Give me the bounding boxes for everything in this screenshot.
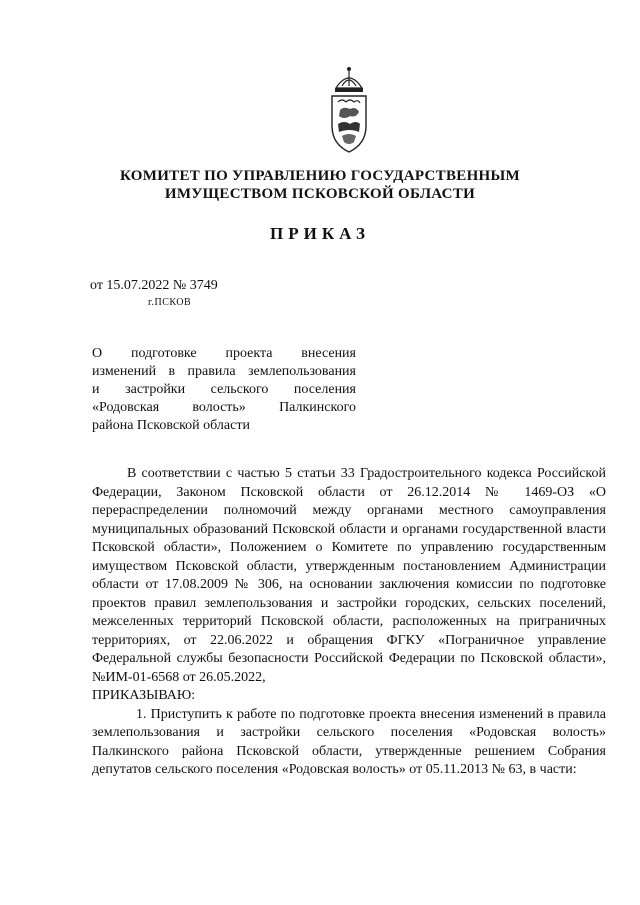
subject-line: О подготовке проекта внесения <box>92 346 356 361</box>
order-word: ПРИКАЗЫВАЮ: <box>92 688 196 703</box>
document-type-title: ПРИКАЗ <box>270 224 370 243</box>
subject-line: и застройки сельского поселения <box>92 382 356 397</box>
subject-line: района Псковской области <box>92 418 250 433</box>
subject-line: «Родовская волость» Палкинского <box>92 400 356 415</box>
subject-line: изменений в правила землепользования <box>92 364 356 379</box>
committee-name-line1: КОМИТЕТ ПО УПРАВЛЕНИЮ ГОСУДАРСТВЕННЫМ <box>119 168 520 184</box>
issue-city: г.ПСКОВ <box>148 297 192 308</box>
order-subject <box>92 345 356 435</box>
committee-name-line2: ИМУЩЕСТВОМ ПСКОВСКОЙ ОБЛАСТИ <box>164 186 476 202</box>
order-body <box>92 465 606 780</box>
pskov-coat-of-arms-icon <box>326 66 372 154</box>
order-date-number: от 15.07.2022 № 3749 <box>90 278 218 293</box>
preamble-paragraph: В соответствии с частью 5 статьи 33 Градостроительного кодекса Российской Федерации, Законом Псковской области от 26.12.2014 № 1469-ОЗ «О перераспределении полномочий между органами местного самоуправления муниципальных образований Псковской области и органами государственной власти Псковской области», Положением о Комитете по управлению государственным имуществом Псковской области, утвержденным постановлением Администрации области от 17.08.2009 № 306, на основании заключения комиссии по подготовке проектов правил землепользования и застройки городских, сельских поселений, межселенных территорий Псковской области, расположенных на приграничных территориях, от 22.06.2022 и обращения ФГКУ «Пограничное управление Федеральной службы безопасности Российской Федерации по Псковской области», №ИМ-01-6568 от 26.05.2022, <box>92 466 606 685</box>
order-item-1: 1. Приступить к работе по подготовке проекта внесения изменений в правила землепользования и застройки сельского поселения «Родовская волость» Палкинского района Псковской области, утвержденные решением Собрания депутатов сельского поселения «Родовская волость» от 05.11.2013 № 63, в части: <box>92 706 606 777</box>
